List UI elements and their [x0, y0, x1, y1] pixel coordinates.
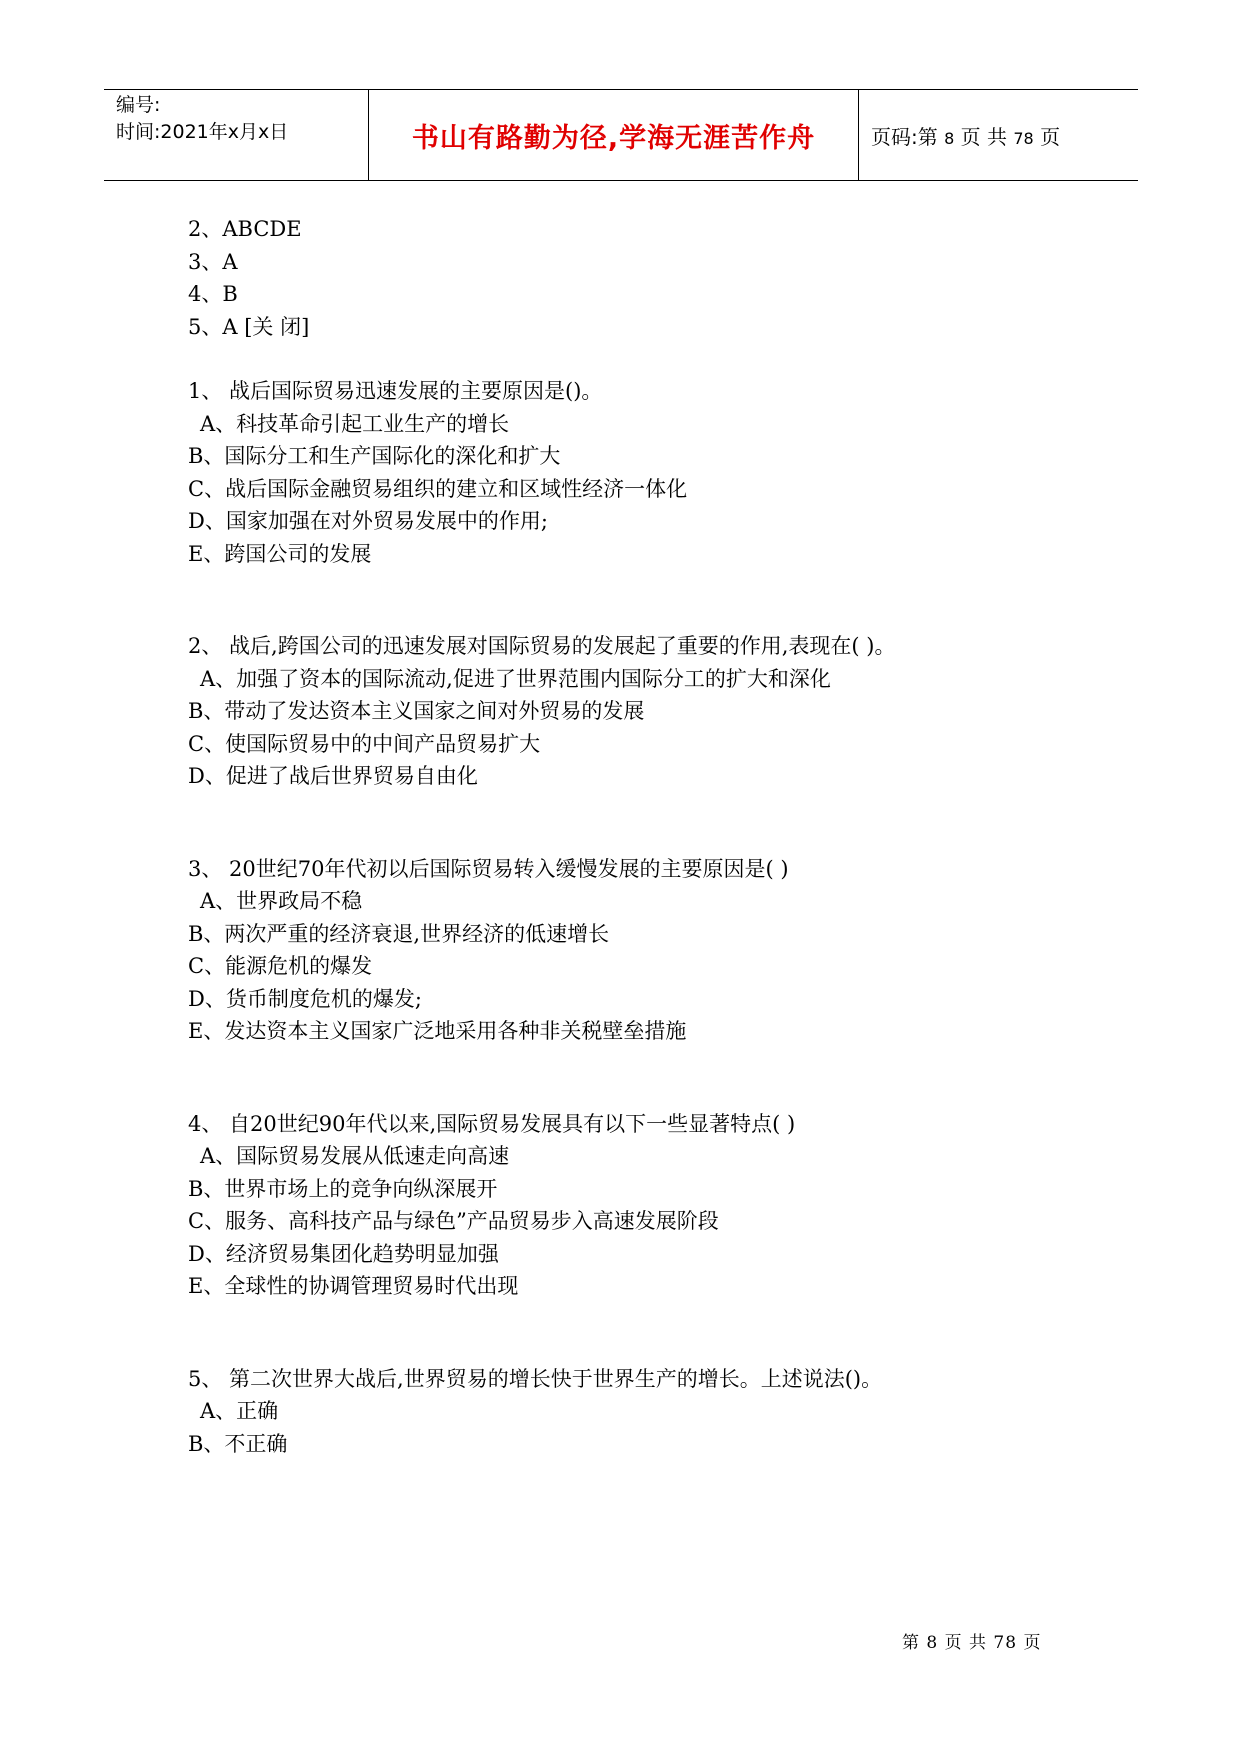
- question-option: B、带动了发达资本主义国家之间对外贸易的发展: [188, 699, 645, 723]
- question-5: [188, 1363, 1108, 1461]
- question-4: [188, 1108, 1108, 1303]
- header-motto-cell: [369, 90, 859, 180]
- question-option: B、世界市场上的竞争向纵深展开: [188, 1176, 498, 1201]
- question-option: B、不正确: [188, 1431, 288, 1456]
- question-option: D、促进了战后世界贸易自由化: [188, 764, 478, 788]
- page-footer: 第 8 页 共 78 页: [902, 1633, 1042, 1653]
- question-option: B、两次严重的经济衰退,世界经济的低速增长: [188, 921, 610, 946]
- answer-line: 5、A [关 闭]: [188, 314, 310, 339]
- document-time-label: 时间:2021年x月x日: [116, 121, 289, 143]
- question-option: D、经济贸易集团化趋势明显加强: [188, 1241, 499, 1266]
- page-current: 8: [944, 128, 955, 148]
- header-page-indicator: [871, 121, 1060, 150]
- question-option: E、跨国公司的发展: [188, 541, 372, 566]
- question-option: C、能源危机的爆发: [188, 954, 373, 978]
- question-3: [188, 853, 1108, 1048]
- answer-line: 4、B: [188, 282, 238, 306]
- question-option: C、战后国际金融贸易组织的建立和区域性经济一体化: [188, 476, 688, 501]
- question-2: [188, 630, 1108, 793]
- answer-line: 3、A: [188, 249, 238, 274]
- document-number-label: 编号:: [116, 94, 161, 116]
- question-stem: 4、 自20世纪90年代以来,国际贸易发展具有以下一些显著特点( ): [188, 1111, 796, 1136]
- header-motto: 书山有路勤为径,学海无涯苦作舟: [411, 122, 816, 154]
- answer-line: 2、ABCDE: [188, 217, 302, 241]
- page-suffix: 页: [1040, 124, 1061, 149]
- page-total: 78: [1013, 128, 1034, 148]
- page-mid: 页 共: [960, 124, 1008, 149]
- question-option: A、科技革命引起工业生产的增长: [200, 411, 510, 436]
- question-option: E、全球性的协调管理贸易时代出现: [188, 1274, 519, 1298]
- question-1: [188, 375, 1108, 570]
- question-option: D、货币制度危机的爆发;: [188, 986, 422, 1011]
- question-option: B、国际分工和生产国际化的深化和扩大: [188, 444, 561, 468]
- question-option: A、加强了资本的国际流动,促进了世界范围内国际分工的扩大和深化: [200, 666, 831, 691]
- question-stem: 1、 战后国际贸易迅速发展的主要原因是()。: [188, 379, 603, 403]
- document-body: [188, 213, 1108, 1460]
- question-option: A、国际贸易发展从低速走向高速: [200, 1144, 510, 1168]
- question-option: C、服务、高科技产品与绿色”产品贸易步入高速发展阶段: [188, 1209, 719, 1233]
- document-header: [104, 89, 1138, 181]
- question-option: A、正确: [200, 1399, 279, 1423]
- header-page-cell: [859, 90, 1138, 180]
- answer-list: [188, 213, 1108, 343]
- question-stem: 3、 20世纪70年代初以后国际贸易转入缓慢发展的主要原因是( ): [188, 856, 789, 881]
- question-stem: 5、 第二次世界大战后,世界贸易的增长快于世界生产的增长。上述说法()。: [188, 1366, 883, 1391]
- page-prefix: 页码:第: [871, 124, 938, 149]
- question-option: C、使国际贸易中的中间产品贸易扩大: [188, 731, 541, 756]
- question-option: A、世界政局不稳: [200, 889, 363, 913]
- header-meta-cell: [104, 90, 369, 180]
- question-option: D、国家加强在对外贸易发展中的作用;: [188, 509, 548, 533]
- question-stem: 2、 战后,跨国公司的迅速发展对国际贸易的发展起了重要的作用,表现在( )。: [188, 634, 896, 658]
- question-option: E、发达资本主义国家广泛地采用各种非关税壁垒措施: [188, 1019, 687, 1043]
